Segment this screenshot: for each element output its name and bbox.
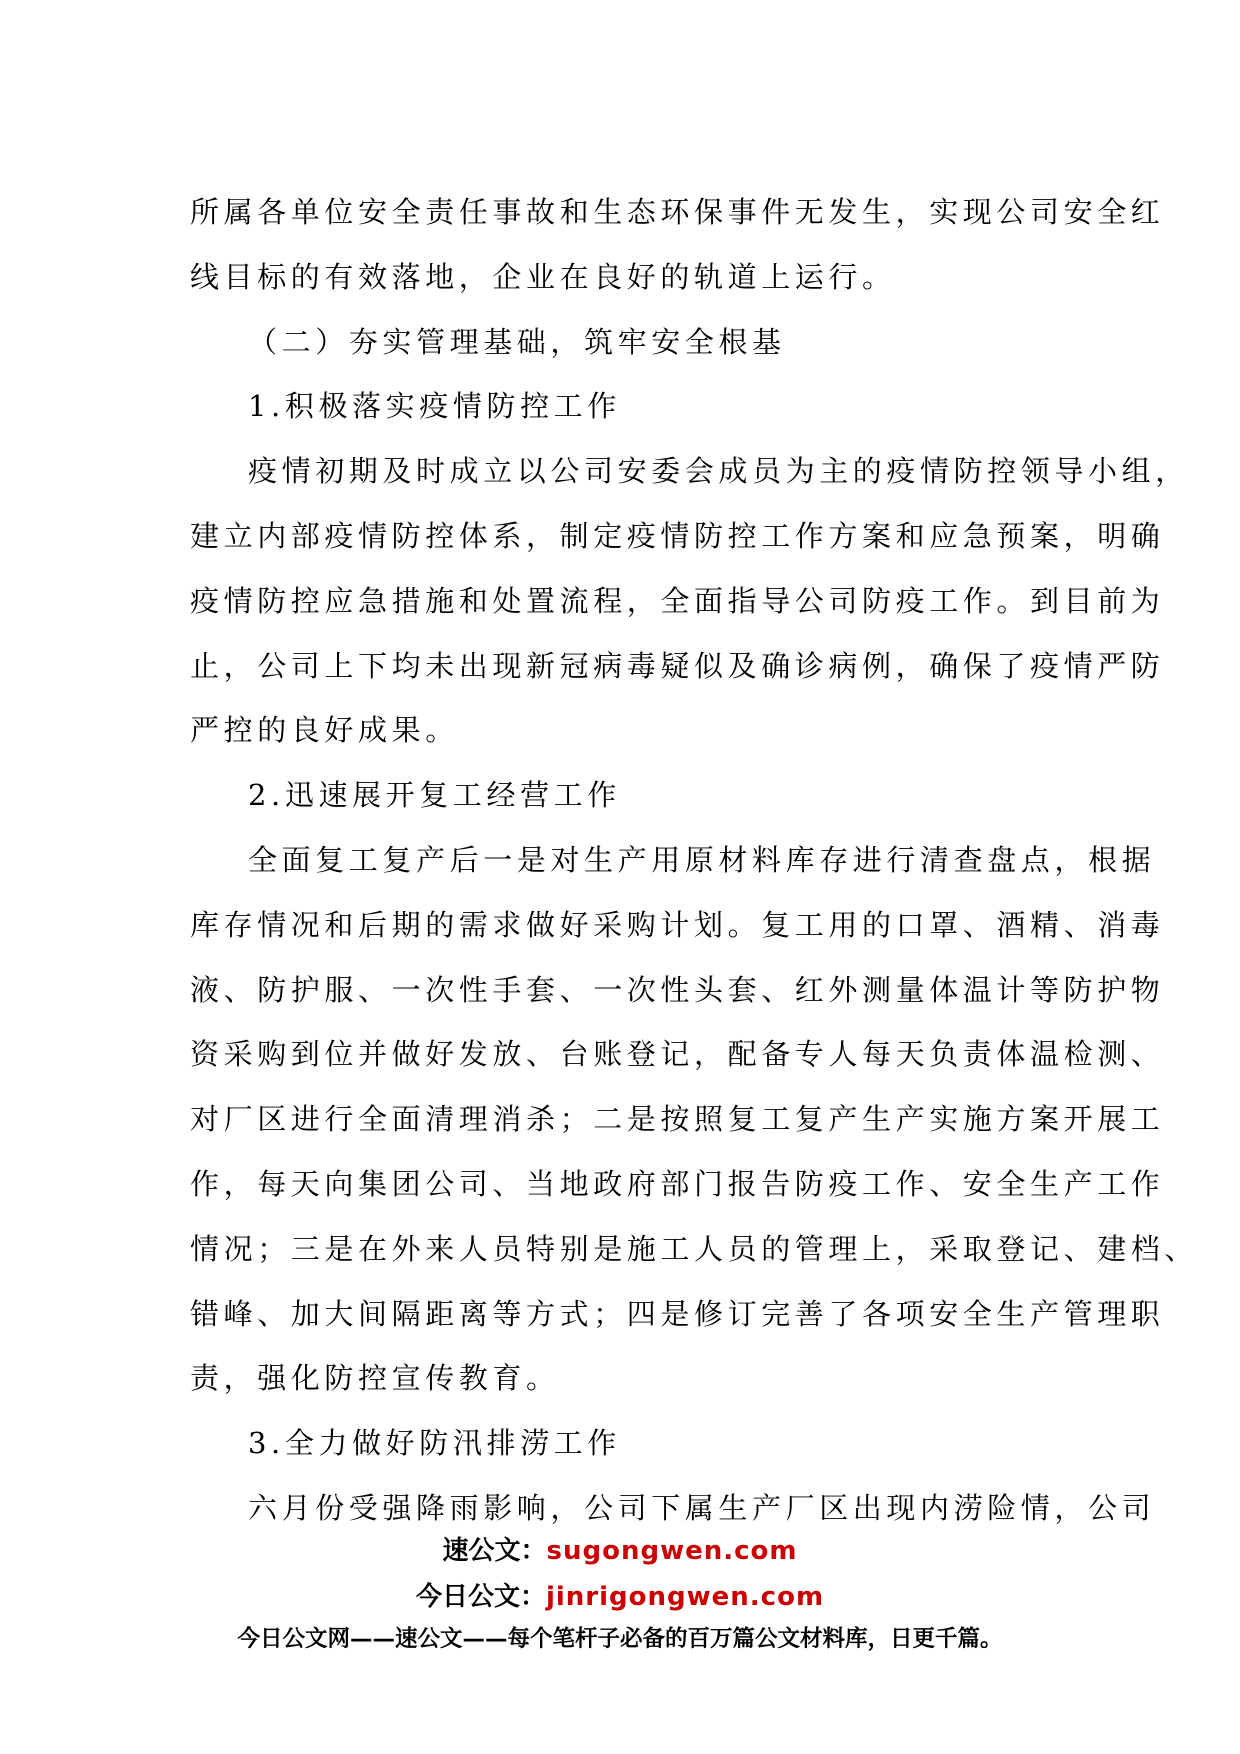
subsection-heading: 2.迅速展开复工经营工作 xyxy=(248,778,621,813)
body-line: 对厂区进行全面清理消杀；二是按照复工复产生产实施方案开展工 xyxy=(190,1102,1165,1137)
body-line: 建立内部疫情防控体系，制定疫情防控工作方案和应急预案，明确 xyxy=(190,518,1165,553)
subsection-heading: 3.全力做好防汛排涝工作 xyxy=(248,1426,621,1461)
footer-jinrigongwen-label: 今日公文： xyxy=(415,1582,546,1612)
body-line: 疫情防控应急措施和处置流程，全面指导公司防疫工作。到目前为 xyxy=(190,583,1165,618)
footer-jinrigongwen-link[interactable]: jinrigongwen.com xyxy=(545,1582,825,1612)
paragraph-start: 全面复工复产后一是对生产用原材料库存进行清查盘点，根据 xyxy=(248,842,1156,877)
body-line: 严控的良好成果。 xyxy=(190,713,459,748)
section-heading: （二）夯实管理基础，筑牢安全根基 xyxy=(248,324,786,359)
paragraph-start: 疫情初期及时成立以公司安委会成员为主的疫情防控领导小组， xyxy=(248,454,1189,489)
body-line: 情况；三是在外来人员特别是施工人员的管理上，采取登记、建档、 xyxy=(190,1231,1199,1266)
document-body xyxy=(190,180,1199,1541)
subsection-heading: 1.积极落实疫情防控工作 xyxy=(248,389,621,424)
footer-sugongwen-label: 速公文： xyxy=(442,1536,547,1566)
body-line: 所属各单位安全责任事故和生态环保事件无发生，实现公司安全红 xyxy=(190,195,1165,229)
body-line: 库存情况和后期的需求做好采购计划。复工用的口罩、酒精、消毒 xyxy=(190,907,1165,942)
footer-sugongwen xyxy=(0,1530,1240,1567)
paragraph-start: 六月份受强降雨影响，公司下属生产厂区出现内涝险情，公司 xyxy=(248,1490,1156,1525)
body-line: 错峰、加大间隔距离等方式；四是修订完善了各项安全生产管理职 xyxy=(190,1296,1165,1331)
body-line: 作，每天向集团公司、当地政府部门报告防疫工作、安全生产工作 xyxy=(190,1166,1165,1201)
body-line: 线目标的有效落地，企业在良好的轨道上运行。 xyxy=(190,259,896,294)
footer-sugongwen-link[interactable]: sugongwen.com xyxy=(546,1536,798,1566)
body-line: 液、防护服、一次性手套、一次性头套、红外测量体温计等防护物 xyxy=(190,972,1165,1007)
footer-jinrigongwen xyxy=(0,1576,1240,1613)
body-line: 资采购到位并做好发放、台账登记，配备专人每天负责体温检测、 xyxy=(190,1037,1165,1072)
body-line: 责，强化防控宣传教育。 xyxy=(190,1361,560,1396)
footer-slogan: 今日公文网——速公文——每个笔杆子必备的百万篇公文材料库，日更千篇。 xyxy=(237,1626,1003,1652)
body-line: 止，公司上下均未出现新冠病毒疑似及确诊病例，确保了疫情严防 xyxy=(190,648,1165,683)
